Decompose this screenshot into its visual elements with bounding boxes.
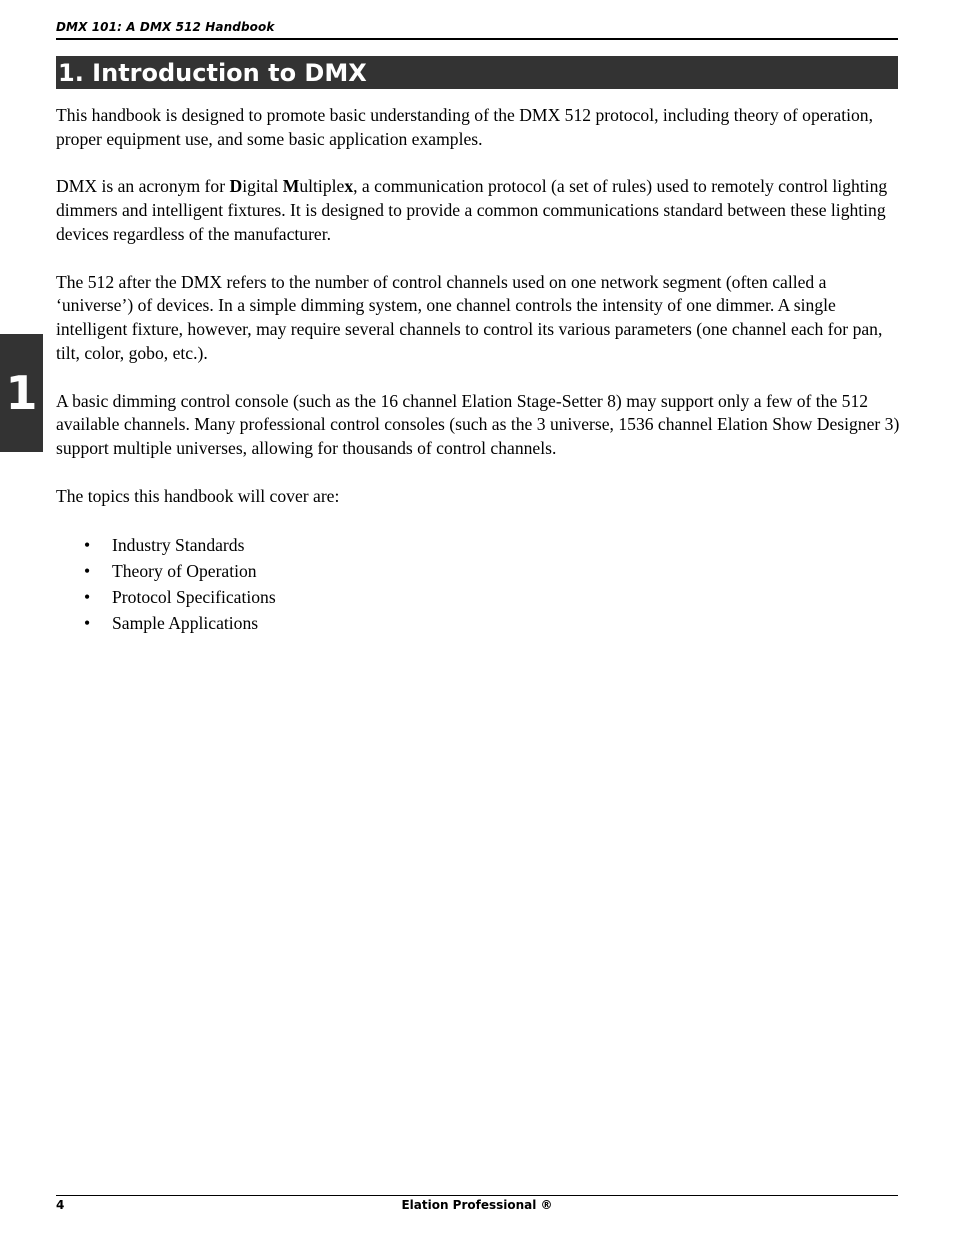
chapter-tab-number: 1 [5,366,38,420]
list-item: • Industry Standards [56,532,906,558]
acronym-letter-m: M [282,176,300,197]
paragraph-acronym [56,175,906,246]
paragraph-channels: The 512 after the DMX refers to the number of control channels used on one network segment (often called a ‘universe’) of devices. In a simple dimming system, one channel controls the intensity of one dimmer. A single intelligent fixture, however, may require several channels to control its various parameters (one channel each for pan, tilt, color, gobo, etc.). [56,271,883,363]
page-number: 4 [56,1198,65,1212]
footer-publisher: Elation Professional ® [401,1198,553,1212]
list-item: • Sample Applications [56,610,906,636]
acronym-word-part-1: igital [242,176,283,197]
acronym-letter-x: x [344,176,354,197]
topics-list [56,532,906,636]
header-rule [56,38,898,40]
chapter-banner [56,56,898,89]
paragraph-topics-intro: The topics this handbook will cover are: [56,485,340,506]
acronym-lead-text: DMX is an acronym for [56,176,230,197]
chapter-title: 1. Introduction to DMX [58,58,367,87]
acronym-rest-text: , a communication protocol (a set of rules) used to remotely control lighting dimmers and intelligent fixtures. It is designed to provide a common communications standard between these lighting devices regardless of the manufacturer. [56,176,888,244]
acronym-letter-d: D [229,176,243,197]
body-text [56,104,906,636]
paragraph-consoles: A basic dimming control console (such as the 16 channel Elation Stage-Setter 8) may support only a few of the 512 available channels. Many professional control consoles (such as the 3 universe, 1536 channel Elation Show Designer 3) support multiple universes, allowing for thousands of control channels. [56,390,900,459]
acronym-word-part-2: ultiple [299,176,345,197]
running-header: DMX 101: A DMX 512 Handbook [56,20,275,34]
paragraph-intro: This handbook is designed to promote basic understanding of the DMX 512 protocol, including theory of operation, proper equipment use, and some basic application examples. [56,105,873,149]
list-item: • Theory of Operation [56,558,906,584]
list-item: • Protocol Specifications [56,584,906,610]
footer-rule [56,1195,898,1196]
chapter-side-tab [0,334,43,452]
